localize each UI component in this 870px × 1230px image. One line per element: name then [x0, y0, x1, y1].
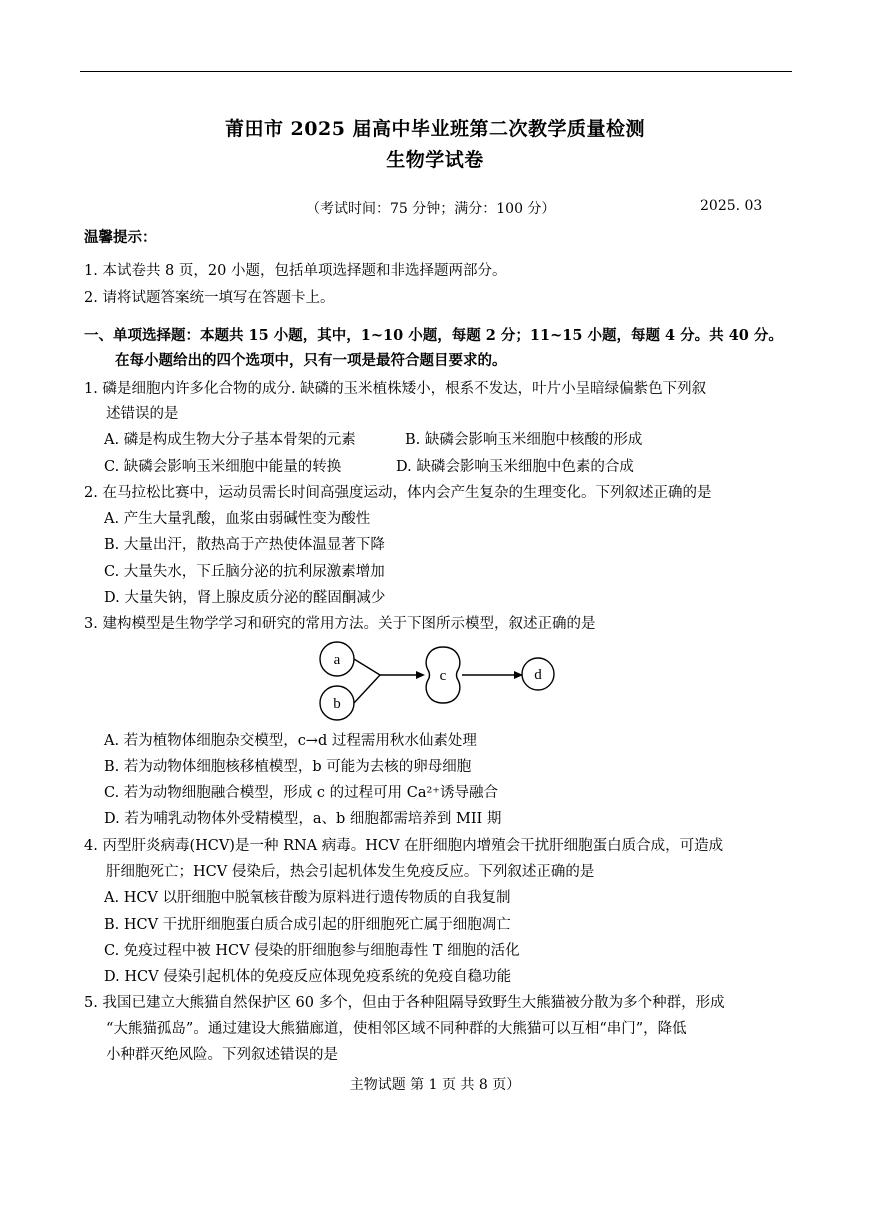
tips-heading: 温馨提示：: [84, 229, 157, 246]
exam-info: （考试时间：75 分钟；满分：100 分）: [306, 201, 556, 217]
q1-stem-line1: 1. 磷是细胞内许多化合物的成分. 缺磷的玉米植株矮小，根系不发达，叶片小呈暗绿偏紫色下列叙: [84, 381, 707, 397]
q4-option-a: A. HCV 以肝细胞中脱氧核苷酸为原料进行遗传物质的自我复制: [104, 890, 511, 906]
label-d: d: [534, 667, 542, 683]
cell-model-diagram: [310, 637, 560, 727]
q2-option-c: C. 大量失水，下丘脑分泌的抗利尿激素增加: [104, 564, 385, 580]
exam-title: 莆田市 2025 届高中毕业班第二次教学质量检测: [224, 118, 646, 140]
q1-option-b: B. 缺磷会影响玉米细胞中核酸的形成: [405, 432, 643, 448]
q1-option-a: A. 磷是构成生物大分子基本骨架的元素: [104, 432, 356, 448]
q2-option-d: D. 大量失钠，肾上腺皮质分泌的醛固酮减少: [104, 590, 386, 606]
b-to-junction-line: [354, 675, 380, 703]
q4-option-c: C. 免疫过程中被 HCV 侵染的肝细胞参与细胞毒性 T 细胞的活化: [104, 943, 520, 959]
label-c: c: [439, 668, 447, 684]
a-to-junction-line: [354, 659, 380, 675]
q4-option-d: D. HCV 侵染引起机体的免疫反应体现免疫系统的免疫自稳功能: [104, 969, 512, 985]
q4-option-b: B. HCV 干扰肝细胞蛋白质合成引起的肝细胞死亡属于细胞凋亡: [104, 917, 511, 933]
q4-stem-line1: 4. 丙型肝炎病毒(HCV)是一种 RNA 病毒。HCV 在肝细胞内增殖会干扰肝细胞蛋白质合成，可造成: [84, 838, 724, 854]
q3-option-b: B. 若为动物体细胞核移植模型，b 可能为去核的卵母细胞: [104, 759, 472, 775]
q5-stem-line3: 小种群灭绝风险。下列叙述错误的是: [106, 1047, 338, 1063]
arrowhead-1-icon: [416, 671, 425, 679]
q5-stem-line1: 5. 我国已建立大熊猫自然保护区 60 多个，但由于各种阻隔导致野生大熊猫被分散为多个种群，形成: [84, 995, 725, 1011]
tip-item-1: 1. 本试卷共 8 页，20 小题，包括单项选择题和非选择题两部分。: [84, 263, 507, 279]
tip-item-2: 2. 请将试题答案统一填写在答题卡上。: [84, 290, 335, 306]
q3-option-d: D. 若为哺乳动物体外受精模型，a、b 细胞都需培养到 MII 期: [104, 811, 502, 827]
label-b: b: [333, 696, 341, 712]
q3-option-a: A. 若为植物体细胞杂交模型，c→d 过程需用秋水仙素处理: [104, 733, 477, 749]
section-instruction: 在每小题给出的四个选项中，只有一项是最符合题目要求的。: [115, 352, 507, 369]
q2-option-b: B. 大量出汗，散热高于产热使体温显著下降: [104, 537, 385, 553]
q3-option-c: C. 若为动物细胞融合模型，形成 c 的过程可用 Ca²⁺诱导融合: [104, 785, 498, 801]
q1-option-d: D. 缺磷会影响玉米细胞中色素的合成: [396, 459, 634, 475]
q2-option-a: A. 产生大量乳酸，血浆由弱碱性变为酸性: [104, 511, 371, 527]
label-a: a: [333, 652, 341, 668]
top-divider: [80, 71, 792, 72]
q1-option-c: C. 缺磷会影响玉米细胞中能量的转换: [104, 459, 342, 475]
page-footer: 主物试题 第 1 页 共 8 页）: [349, 1077, 521, 1093]
q2-stem: 2. 在马拉松比赛中，运动员需长时间高强度运动，体内会产生复杂的生理变化。下列叙述正确的是: [84, 485, 712, 501]
q3-stem: 3. 建构模型是生物学学习和研究的常用方法。关于下图所示模型，叙述正确的是: [84, 616, 596, 632]
section-heading: 一、单项选择题：本题共 15 小题，其中，1~10 小题，每题 2 分；11~15 小题，每题 4 分。共 40 分。: [84, 327, 783, 344]
q4-stem-line2: 肝细胞死亡；HCV 侵染后，热会引起机体发生免疫反应。下列叙述正确的是: [106, 864, 595, 880]
exam-date: 2025. 03: [700, 198, 763, 214]
q5-stem-line2: “大熊猫孤岛”。通过建设大熊猫廊道，使相邻区域不同种群的大熊猫可以互相“串门”，降低: [106, 1021, 687, 1037]
exam-subject: 生物学试卷: [386, 149, 484, 171]
q1-stem-line2: 述错误的是: [106, 406, 179, 422]
